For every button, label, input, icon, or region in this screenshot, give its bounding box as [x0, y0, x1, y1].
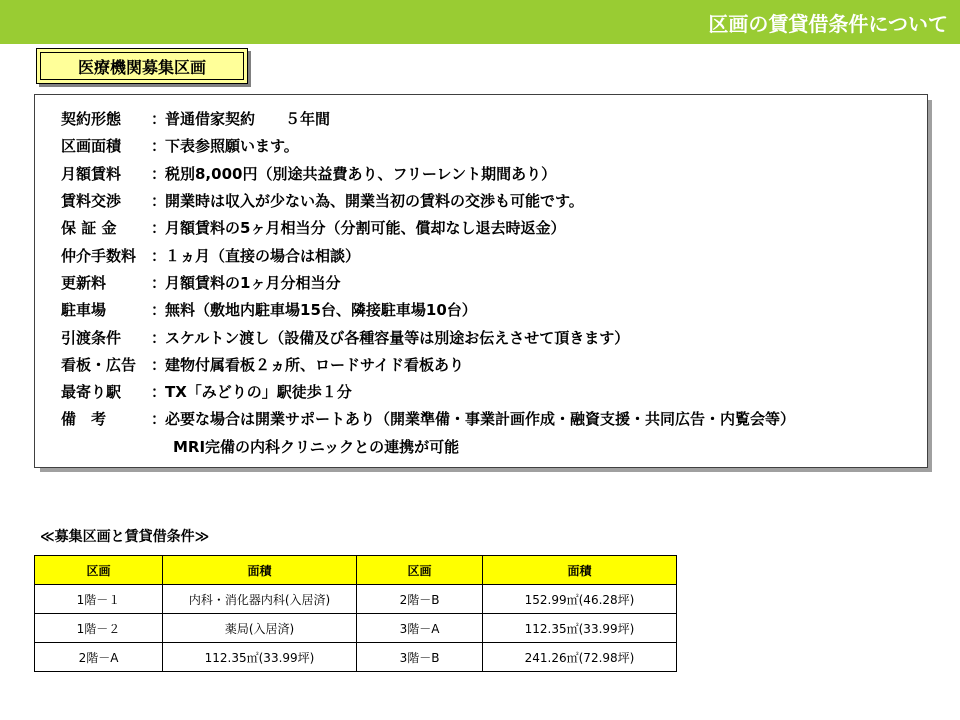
table-cell: 薬局(入居済) [163, 614, 357, 643]
term-value: スケルトン渡し（設備及び各種容量等は別途お伝えさせて頂きます） [165, 328, 630, 347]
table-cell: 1階－２ [35, 614, 163, 643]
term-label: 更新料 [61, 273, 107, 292]
col-header-unit: 区画 [357, 556, 483, 585]
term-row [61, 105, 927, 132]
term-value: 無料（敷地内駐車場15台、隣接駐車場10台） [165, 301, 477, 320]
table-title: ≪募集区画と賃貸借条件≫ [40, 529, 210, 545]
term-continuation-row [61, 433, 927, 460]
term-label: 契約形態 [61, 110, 122, 129]
col-header-area: 面積 [163, 556, 357, 585]
term-row [61, 269, 927, 296]
term-label: 駐車場 [61, 301, 107, 320]
table-row [35, 614, 677, 643]
term-label: 月額賃料 [61, 164, 122, 183]
page-title: 区画の賃貸借条件について [708, 12, 948, 36]
term-row [61, 296, 927, 323]
section-title-box [36, 48, 248, 84]
term-label: 保 証 金 [61, 219, 117, 238]
term-label: 看板・広告 [61, 355, 137, 374]
term-continuation: MRI完備の内科クリニックとの連携が可能 [173, 437, 460, 456]
section-title: 医療機関募集区画 [77, 57, 206, 77]
term-label: 仲介手数料 [61, 246, 137, 265]
table-row [35, 643, 677, 672]
col-header-unit: 区画 [35, 556, 163, 585]
term-value: １ヵ月（直接の場合は相談） [165, 246, 361, 265]
table-row [35, 585, 677, 614]
term-value: TX「みどりの」駅徒歩１分 [165, 383, 352, 402]
term-separator: ： [151, 383, 167, 402]
term-separator: ： [151, 355, 167, 374]
table-cell: 3階－A [357, 614, 483, 643]
term-value: 建物付属看板２ヵ所、ロードサイド看板あり [165, 355, 464, 374]
table-cell: 112.35㎡(33.99坪) [483, 614, 677, 643]
table-cell: 1階－１ [35, 585, 163, 614]
term-row [61, 351, 927, 378]
term-row [61, 132, 927, 159]
term-separator: ： [151, 110, 167, 129]
table-cell: 112.35㎡(33.99坪) [163, 643, 357, 672]
term-row [61, 160, 927, 187]
table-cell: 内科・消化器内科(入居済) [163, 585, 357, 614]
table-cell: 241.26㎡(72.98坪) [483, 643, 677, 672]
term-separator: ： [151, 273, 167, 292]
term-separator: ： [151, 137, 167, 156]
term-row [61, 214, 927, 241]
term-label: 備 考 [61, 410, 107, 429]
term-separator: ： [151, 410, 167, 429]
table-cell: 2階－B [357, 585, 483, 614]
term-label: 引渡条件 [61, 328, 122, 347]
term-label: 区画面積 [61, 137, 122, 156]
table-header-row [35, 556, 677, 585]
term-row [61, 241, 927, 268]
col-header-area: 面積 [483, 556, 677, 585]
term-separator: ： [151, 164, 167, 183]
term-separator: ： [151, 192, 167, 211]
term-value: 普通借家契約 ５年間 [165, 110, 331, 129]
term-label: 賃料交渉 [61, 192, 122, 211]
term-separator: ： [151, 301, 167, 320]
term-value: 月額賃料の1ヶ月分相当分 [165, 273, 341, 292]
term-label: 最寄り駅 [61, 383, 122, 402]
term-value: 下表参照願います。 [165, 137, 299, 156]
header-bar [0, 0, 960, 44]
term-row [61, 405, 927, 432]
term-separator: ： [151, 328, 167, 347]
term-value: 月額賃料の5ヶ月相当分（分割可能、償却なし退去時返金） [165, 219, 566, 238]
term-value: 税別8,000円（別途共益費あり、フリーレント期間あり） [165, 164, 557, 183]
term-row [61, 378, 927, 405]
table-cell: 152.99㎡(46.28坪) [483, 585, 677, 614]
units-table [34, 555, 677, 672]
term-value: 必要な場合は開業サポートあり（開業準備・事業計画作成・融資支援・共同広告・内覧会等） [165, 410, 796, 429]
term-row [61, 323, 927, 350]
term-separator: ： [151, 246, 167, 265]
term-value: 開業時は収入が少ない為、開業当初の賃料の交渉も可能です。 [165, 192, 584, 211]
term-row [61, 187, 927, 214]
table-cell: 2階－A [35, 643, 163, 672]
table-cell: 3階－B [357, 643, 483, 672]
terms-box [34, 94, 928, 468]
term-separator: ： [151, 219, 167, 238]
